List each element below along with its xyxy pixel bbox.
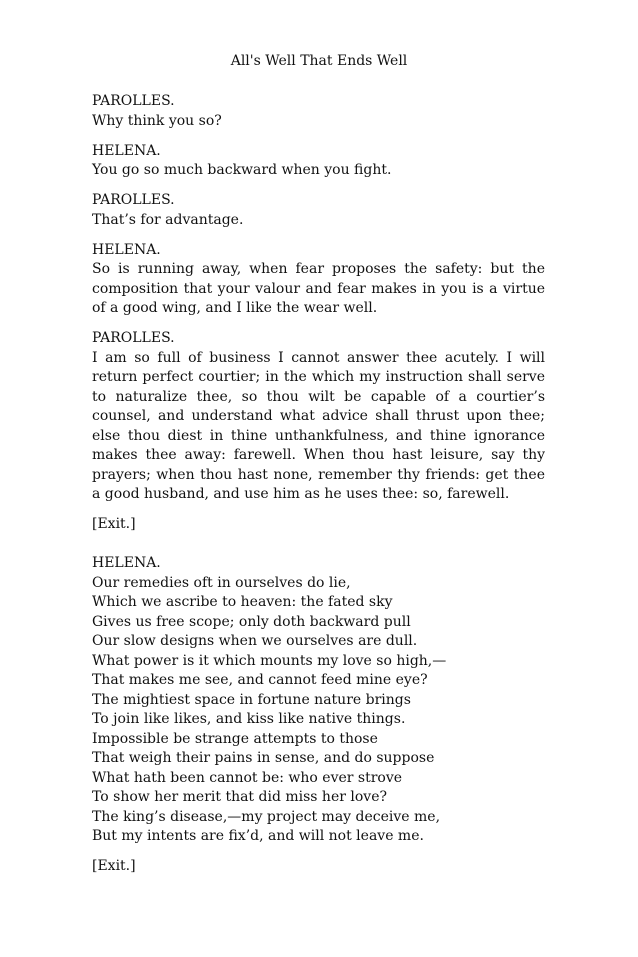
speech-text: So is running away, when fear proposes the safety: but the composition that your valour and fear makes in you is a virtue of a good wing, and I like the wear well. [92,261,545,316]
verse-line: What hath been cannot be: who ever strove [92,769,403,786]
verse-line: Our remedies oft in ourselves do lie, [92,574,351,591]
speech-text: You go so much backward when you fight. [92,162,392,178]
speaker-name: HELENA. [92,555,161,571]
verse-line: Impossible be strange attempts to those [92,730,378,747]
speaker-name: PAROLLES. [92,330,175,346]
speech-helena-2 [92,241,545,319]
spacer [92,545,545,554]
speaker-name: PAROLLES. [92,93,175,109]
verse-line: Gives us free scope; only doth backward pull [92,613,411,630]
speaker-name: PAROLLES. [92,192,175,208]
speech-helena-verse [92,554,545,847]
page-header-title: All's Well That Ends Well [230,53,408,69]
stage-direction-exit-2: [Exit.] [92,858,136,874]
speech-parolles-2 [92,191,545,230]
speech-parolles-3 [92,329,545,505]
verse-line: Our slow designs when we ourselves are dull. [92,633,418,649]
speech-text: That’s for advantage. [92,211,244,228]
speech-text: I am so full of business I cannot answer thee acutely. I will return perfect courtier; in the which my instruction shall serve to naturalize thee, so thou wilt be capable of a courtier’s counsel, and understand what advice shall thrust upon thee; else thou diest in thine unthankfulness, and thine ignorance makes thee away: farewell. When thou hast leisure, say thy prayers; when thou hast none, remember thy friends: get thee a good husband, and use him as he uses thee: so, farewell. [92,349,545,502]
script-content [92,92,545,887]
speaker-name: HELENA. [92,241,161,258]
verse-line: But my intents are fix’d, and will not leave me. [92,828,424,844]
speech-text: Why think you so? [92,112,222,129]
verse-line: The king’s disease,—my project may deceive me, [92,808,441,825]
speech-parolles-1 [92,92,545,131]
speech-helena-1 [92,142,545,181]
stage-direction-exit-1: [Exit.] [92,516,136,532]
verse-line: That weigh their pains in sense, and do suppose [92,750,435,766]
verse-line: To show her merit that did miss her love? [92,789,387,805]
verse-line: What power is it which mounts my love so high,— [92,652,447,669]
verse-line: Which we ascribe to heaven: the fated sky [92,594,393,610]
verse-line: The mightiest space in fortune nature brings [92,691,411,708]
verse-line: That makes me see, and cannot feed mine eye? [92,672,428,688]
speaker-name: HELENA. [92,142,161,159]
verse-line: To join like likes, and kiss like native things. [92,711,406,727]
